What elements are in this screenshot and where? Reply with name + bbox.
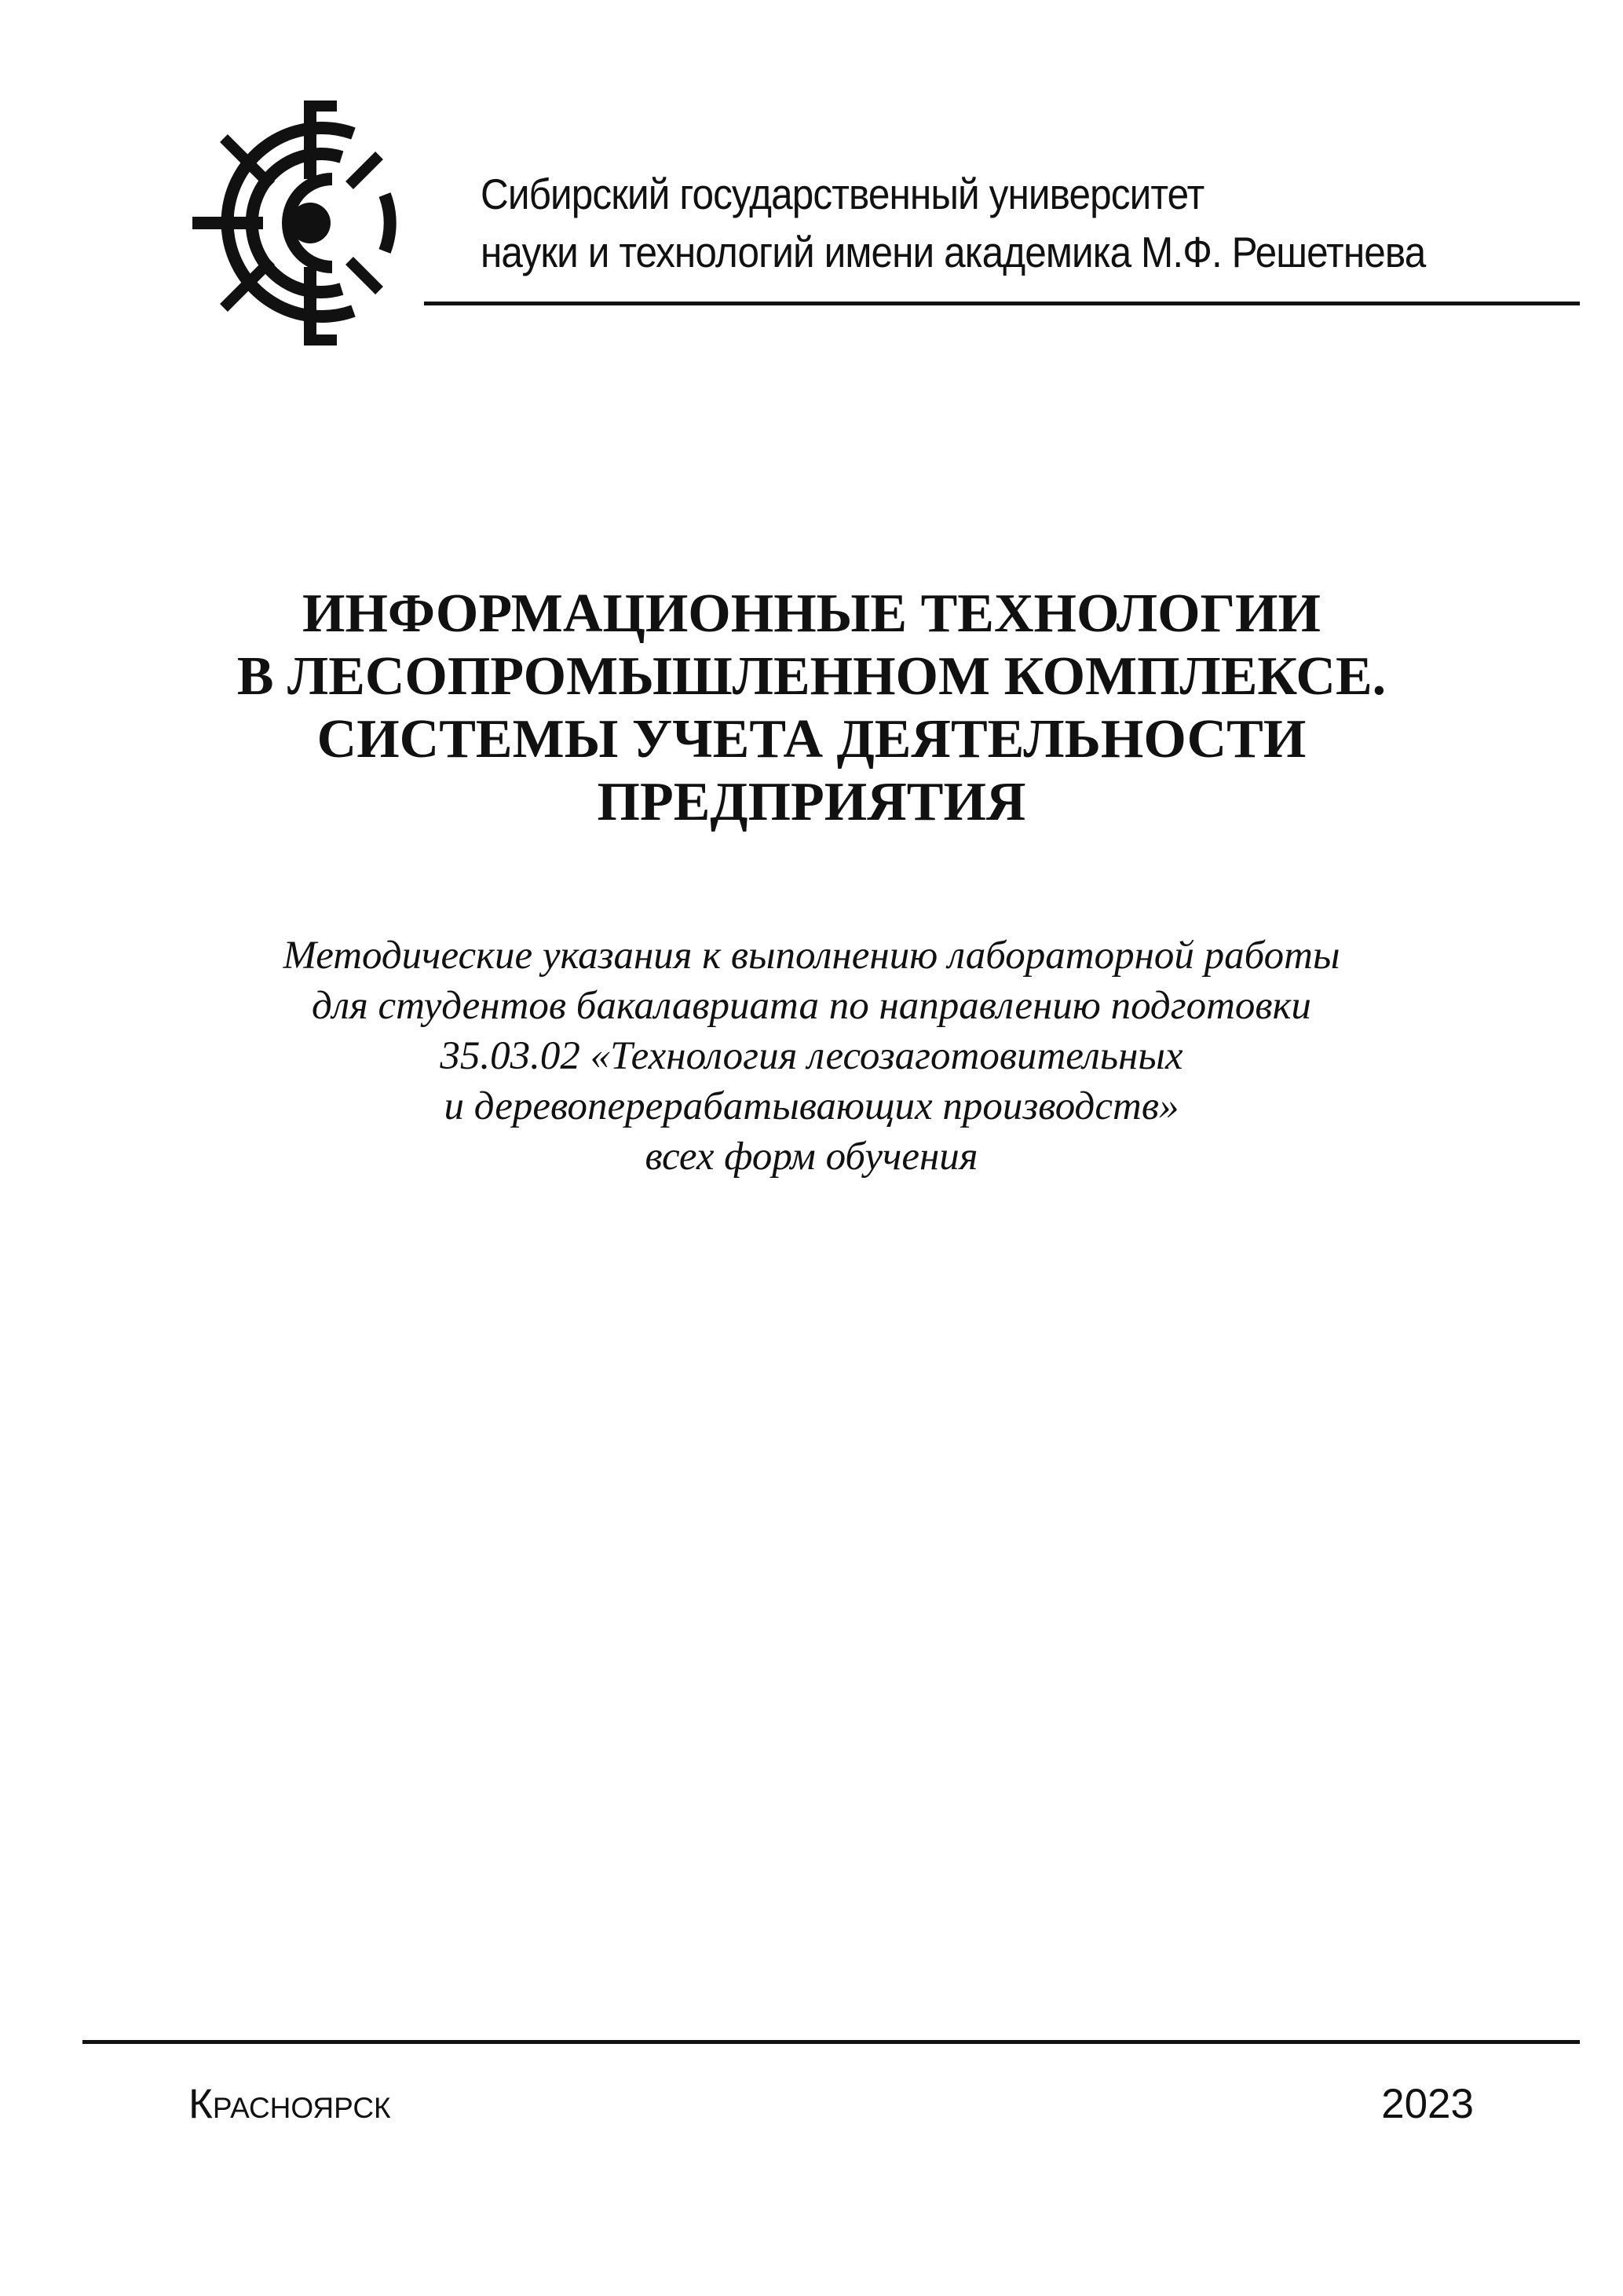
header-divider bbox=[424, 302, 1580, 305]
document-subtitle bbox=[0, 930, 1623, 1182]
subtitle-line-5: всех форм обучения bbox=[645, 1135, 978, 1179]
university-name-line-1: Сибирский государственный университет bbox=[481, 170, 1204, 218]
university-emblem-icon bbox=[192, 101, 420, 345]
title-line-4: ПРЕДПРИЯТИЯ bbox=[597, 772, 1026, 832]
document-title bbox=[0, 583, 1623, 834]
subtitle-line-1: Методические указания к выполнению лабораторной работы bbox=[283, 934, 1340, 978]
subtitle-line-3: 35.03.02 «Технология лесозаготовительных bbox=[440, 1034, 1183, 1078]
publication-year: 2023 bbox=[1381, 2081, 1474, 2127]
title-line-1: ИНФОРМАЦИОННЫЕ ТЕХНОЛОГИИ bbox=[302, 583, 1321, 644]
footer-divider bbox=[82, 2040, 1580, 2044]
publication-city: Красноярск bbox=[188, 2081, 391, 2127]
university-name-line-2: науки и технологий имени академика М.Ф. Решетнева bbox=[481, 228, 1426, 276]
title-line-3: СИСТЕМЫ УЧЕТА ДЕЯТЕЛЬНОСТИ bbox=[316, 709, 1307, 770]
university-name bbox=[481, 165, 1470, 281]
subtitle-line-2: для студентов бакалавриата по направлению подготовки bbox=[312, 984, 1311, 1028]
title-line-2: В ЛЕСОПРОМЫШЛЕННОМ КОМПЛЕКСЕ. bbox=[236, 646, 1387, 707]
subtitle-line-4: и деревоперерабатывающих производств» bbox=[444, 1084, 1179, 1128]
